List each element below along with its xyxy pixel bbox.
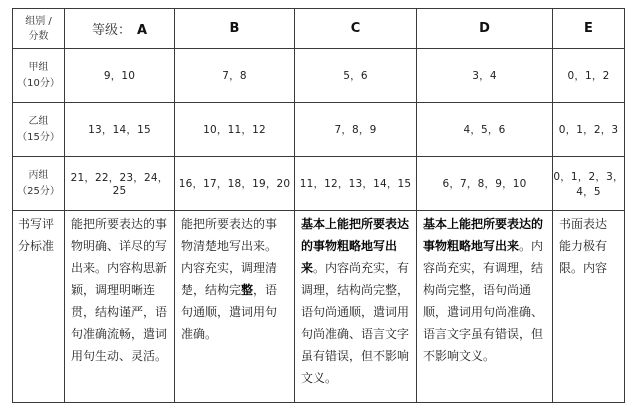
corner-label-group: 组别 /: [25, 15, 52, 27]
score-cell-e: 0，1，2，3，4，5: [553, 157, 625, 211]
score-cell-b: 10，11，12: [175, 103, 295, 157]
standard-b-post: ，语句通顺，遣词用句准确。: [181, 283, 278, 341]
grade-header-a: [65, 9, 175, 49]
score-cell-d: 4，5，6: [417, 103, 553, 157]
header-row: [13, 9, 625, 49]
group-name: 甲组: [28, 61, 49, 73]
grade-c: C: [350, 21, 361, 36]
score-cell-c: 11，12，13，14，15: [295, 157, 417, 211]
standard-b-pre: 能把所要表达的事物清楚地写出来。内容充实，调理清楚，结构完: [181, 217, 278, 297]
grade-header-b: [175, 9, 295, 49]
corner-label-score: 分数: [28, 30, 49, 42]
standard-row: [13, 211, 625, 403]
grade-a: A: [136, 23, 148, 38]
group-row-yi: [13, 103, 625, 157]
scoring-table: [12, 8, 624, 400]
score-cell-e: 0，1，2: [553, 49, 625, 103]
standard-label: 书写评分标准: [13, 211, 65, 403]
score-cell-a: 13，14，15: [65, 103, 175, 157]
group-label-cell: [13, 49, 65, 103]
grade-prefix: 等级：: [91, 23, 131, 38]
score-cell-b: 7，8: [175, 49, 295, 103]
score-cell-c: 7，8，9: [295, 103, 417, 157]
standard-c-post: 。内容尚充实，有调理，结构尚完整，语句尚通顺，遣词用句尚准确、语言文字虽有错误，但不影响文义。: [301, 261, 410, 385]
group-name: 乙组: [28, 115, 49, 127]
grade-d: D: [479, 21, 490, 36]
group-points: （25分）: [17, 185, 60, 197]
standard-d-post: 。内容尚充实，有调理，结构尚完整，语句尚通顺，遣词用句尚准确、语言文字虽有错误，但不影响文义。: [423, 239, 544, 363]
group-row-jia: [13, 49, 625, 103]
group-row-bing: [13, 157, 625, 211]
standard-d-bold: 基本上能把所要表达的事物粗略地写出来: [423, 217, 544, 253]
score-cell-a: 21，22，23，24，25: [65, 157, 175, 211]
group-label-cell: [13, 157, 65, 211]
group-points: （15分）: [17, 131, 60, 143]
group-name: 丙组: [28, 169, 49, 181]
grade-header-e: [553, 9, 625, 49]
standard-d: [417, 211, 553, 403]
standard-c: [295, 211, 417, 403]
score-cell-a: 9，10: [65, 49, 175, 103]
group-label-cell: [13, 103, 65, 157]
score-cell-d: 3，4: [417, 49, 553, 103]
score-cell-d: 6，7，8，9，10: [417, 157, 553, 211]
group-points: （10分）: [17, 77, 60, 89]
grade-b: B: [229, 21, 240, 36]
standard-a: 能把所要表达的事物明确、详尽的写出来。内容构思新颖，调理明晰连贯，结构谨严，语句准确流畅，遣词用句生动、灵活。: [65, 211, 175, 403]
standard-c-bold: 基本上能把所要表达的事物粗略地写出来: [301, 217, 410, 275]
scoring-grid: [12, 8, 625, 403]
score-cell-c: 5，6: [295, 49, 417, 103]
grade-header-d: [417, 9, 553, 49]
score-cell-e: 0，1，2，3: [553, 103, 625, 157]
standard-b: [175, 211, 295, 403]
standard-e: 书面表达能力极有限。内容: [553, 211, 625, 403]
corner-cell: [13, 9, 65, 49]
grade-e: E: [584, 21, 593, 36]
grade-header-c: [295, 9, 417, 49]
score-cell-b: 16，17，18，19，20: [175, 157, 295, 211]
standard-b-bold: 整: [241, 283, 254, 297]
